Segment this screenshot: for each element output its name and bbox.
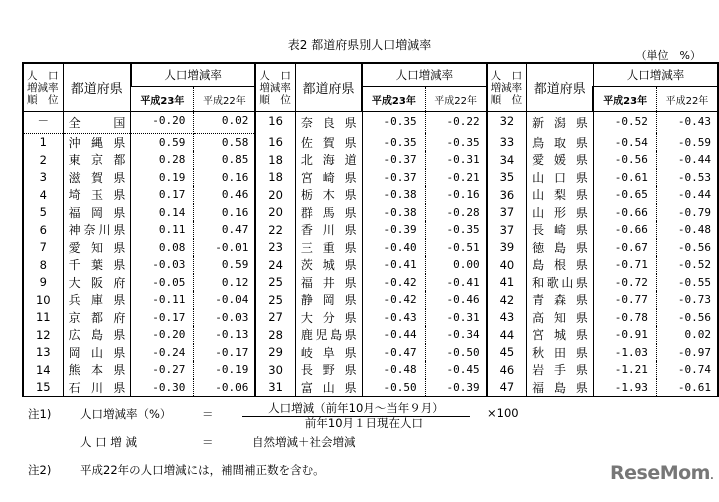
rate-h22-cell: -0.35 xyxy=(446,135,480,149)
resemom-logo: ReseMom. xyxy=(610,462,714,484)
rate-h23-cell: -0.03 xyxy=(131,256,194,274)
note1b-definition: 自然増減＋社会増減 xyxy=(252,435,356,449)
rate-h22-cell: -0.06 xyxy=(194,379,255,397)
prefecture-cell: 熊本県 xyxy=(63,361,131,379)
rate-h23-cell: -0.30 xyxy=(131,379,194,397)
prefecture-cell: 大分県 xyxy=(295,309,362,327)
h22-header: 平成22年 xyxy=(656,87,718,112)
rank-cell: 6 xyxy=(39,222,47,237)
rate-h23-cell: -0.71 xyxy=(593,256,656,274)
rate-h23-cell: -0.52 xyxy=(593,112,656,134)
rate-h23-cell: -0.91 xyxy=(593,326,656,344)
h23-header: 平成23年 xyxy=(131,87,194,112)
rank-cell: 22 xyxy=(255,221,295,239)
rate-h23-cell: 0.59 xyxy=(131,133,194,151)
rate-h22-cell: -0.74 xyxy=(677,363,711,377)
prefecture-cell: 福井県 xyxy=(295,274,362,292)
rate-h22-cell: -0.56 xyxy=(677,240,711,254)
rate-h22-cell: -0.44 xyxy=(677,153,711,167)
table-row xyxy=(23,256,718,274)
prefecture-cell: 滋賀県 xyxy=(63,169,131,187)
rate-h22-cell: -0.61 xyxy=(656,379,718,397)
prefecture-cell: 鳥取県 xyxy=(527,133,594,151)
note2-label: 注2) xyxy=(28,463,52,477)
h22-header: 平成22年 xyxy=(194,87,255,112)
rate-h22-cell: -0.16 xyxy=(446,188,480,202)
rank-cell: 27 xyxy=(255,309,295,327)
rank-cell: 10 xyxy=(35,292,51,307)
rate-h22-cell: -0.17 xyxy=(215,345,249,359)
rank-cell: 25 xyxy=(255,291,295,309)
unit-label: （単位 %） xyxy=(635,49,701,62)
rank-cell: 18 xyxy=(255,151,295,169)
rank-cell: － xyxy=(23,112,63,134)
prefecture-cell: 鹿児島県 xyxy=(295,326,362,344)
prefecture-header: 都道府県 xyxy=(63,63,131,112)
rate-h22-cell: 0.46 xyxy=(221,188,249,202)
rate-h22-cell: 0.85 xyxy=(221,153,249,167)
rate-h23-cell: -0.37 xyxy=(362,151,425,169)
rank-cell: 9 xyxy=(39,275,47,290)
prefecture-cell: 沖縄県 xyxy=(63,133,131,151)
rank-header: 人 口 増減率 順 位 xyxy=(23,63,63,112)
rate-h23-cell: 0.28 xyxy=(131,151,194,169)
rank-cell: 41 xyxy=(487,274,527,292)
rate-h23-cell: -0.35 xyxy=(362,133,425,151)
rate-h23-cell: -0.56 xyxy=(593,151,656,169)
prefecture-cell: 奈良県 xyxy=(295,112,362,134)
rate-h22-cell: -0.46 xyxy=(446,293,480,307)
rate-h22-cell: 0.58 xyxy=(221,135,249,149)
rank-cell: 35 xyxy=(487,169,527,187)
rate-h23-cell: -0.05 xyxy=(131,274,194,292)
rank-cell: 8 xyxy=(39,257,47,272)
rate-h22-cell: -0.35 xyxy=(446,223,480,237)
rate-h22-cell: -0.56 xyxy=(677,310,711,324)
rate-h23-cell: -0.39 xyxy=(362,221,425,239)
rate-h22-cell: -0.51 xyxy=(446,240,480,254)
table-row xyxy=(23,291,718,309)
rate-h22-cell: -0.03 xyxy=(215,310,249,324)
prefecture-cell: 高知県 xyxy=(527,309,594,327)
rate-header: 人口増減率 xyxy=(593,63,718,87)
rank-cell: 12 xyxy=(35,327,51,342)
rate-h23-cell: -0.37 xyxy=(362,169,425,187)
rank-cell: 4 xyxy=(39,187,47,202)
prefecture-cell: 北海道 xyxy=(295,151,362,169)
prefecture-cell: 千葉県 xyxy=(63,256,131,274)
prefecture-cell: 宮城県 xyxy=(527,326,594,344)
rank-cell: 2 xyxy=(39,152,47,167)
rank-cell: 28 xyxy=(255,326,295,344)
rate-h22-cell: -0.48 xyxy=(677,223,711,237)
rate-h22-cell: -0.34 xyxy=(446,328,480,342)
rate-h22-cell: -0.97 xyxy=(677,345,711,359)
rank-cell: 20 xyxy=(255,186,295,204)
table-row xyxy=(23,151,718,169)
rank-cell: 16 xyxy=(255,133,295,151)
rate-h23-cell: -0.43 xyxy=(362,309,425,327)
rate-h22-cell: -0.55 xyxy=(677,275,711,289)
rate-h23-cell: -0.42 xyxy=(362,291,425,309)
prefecture-cell: 山梨県 xyxy=(527,186,594,204)
prefecture-cell: 愛媛県 xyxy=(527,151,594,169)
rate-h23-cell: -0.24 xyxy=(131,344,194,362)
rate-h22-cell: -0.44 xyxy=(677,188,711,202)
table-title: 表2 都道府県別人口増減率 xyxy=(287,38,432,52)
rank-cell: 3 xyxy=(39,170,47,185)
rate-h23-cell: -0.50 xyxy=(362,379,425,397)
equals-sign-2: ＝ xyxy=(202,435,214,449)
prefecture-cell: 石川県 xyxy=(63,379,131,397)
rank-cell: 23 xyxy=(255,239,295,257)
equals-sign: ＝ xyxy=(202,407,214,421)
rank-cell: 20 xyxy=(255,204,295,222)
note1-label: 注1) xyxy=(28,407,52,421)
rate-h23-cell: -0.77 xyxy=(593,291,656,309)
rate-h22-cell: -0.31 xyxy=(446,153,480,167)
rank-cell: 16 xyxy=(255,112,295,134)
table-row xyxy=(23,309,718,327)
prefecture-cell: 岩手県 xyxy=(527,361,594,379)
prefecture-cell: 三重県 xyxy=(295,239,362,257)
rate-h22-cell: -0.59 xyxy=(677,135,711,149)
prefecture-header: 都道府県 xyxy=(527,63,594,112)
prefecture-cell: 香川県 xyxy=(295,221,362,239)
rank-cell: 18 xyxy=(255,169,295,187)
rank-cell: 32 xyxy=(487,112,527,134)
table-row xyxy=(23,186,718,204)
rank-cell: 29 xyxy=(255,344,295,362)
rate-h23-cell: 0.17 xyxy=(131,186,194,204)
rank-cell: 24 xyxy=(255,256,295,274)
rank-cell: 30 xyxy=(255,361,295,379)
rate-h22-cell: 0.59 xyxy=(221,258,249,272)
rank-cell: 25 xyxy=(255,274,295,292)
rate-h23-cell: -0.48 xyxy=(362,361,425,379)
prefecture-cell: 静岡県 xyxy=(295,291,362,309)
rate-h22-cell: -0.19 xyxy=(215,363,249,377)
rate-h23-cell: -0.67 xyxy=(593,239,656,257)
rate-h23-cell: -0.72 xyxy=(593,274,656,292)
population-change-table xyxy=(22,62,719,397)
prefecture-cell: 和歌山県 xyxy=(527,274,594,292)
rank-cell: 13 xyxy=(35,345,51,360)
table-row xyxy=(23,344,718,362)
rate-h22-cell: -0.43 xyxy=(677,114,711,128)
prefecture-cell: 兵庫県 xyxy=(63,291,131,309)
rate-h23-cell: -0.38 xyxy=(362,186,425,204)
rank-cell: 5 xyxy=(39,205,47,220)
rate-h23-cell: -0.20 xyxy=(131,326,194,344)
rank-cell: 11 xyxy=(35,310,51,325)
prefecture-cell: 長崎県 xyxy=(527,221,594,239)
rate-h22-cell: -0.79 xyxy=(677,205,711,219)
table-row xyxy=(23,326,718,344)
rank-cell: 37 xyxy=(487,221,527,239)
rate-h23-cell: -0.17 xyxy=(131,309,194,327)
rate-h22-cell: 0.02 xyxy=(684,328,711,342)
prefecture-cell: 岡山県 xyxy=(63,344,131,362)
rank-cell: 46 xyxy=(487,361,527,379)
rate-h23-cell: -0.20 xyxy=(131,112,194,134)
rate-h23-cell: -0.47 xyxy=(362,344,425,362)
prefecture-cell: 山口県 xyxy=(527,169,594,187)
rank-header: 人 口 増減率 順 位 xyxy=(255,63,295,112)
prefecture-cell: 佐賀県 xyxy=(295,133,362,151)
rate-h22-cell: -0.22 xyxy=(446,114,480,128)
rate-h22-cell: -0.41 xyxy=(446,275,480,289)
rank-cell: 40 xyxy=(487,256,527,274)
rate-h23-cell: -0.38 xyxy=(362,204,425,222)
rate-h23-cell: -0.41 xyxy=(362,256,425,274)
rate-h23-cell: -0.78 xyxy=(593,309,656,327)
h22-header: 平成22年 xyxy=(425,87,486,112)
rate-h22-cell: -0.53 xyxy=(677,170,711,184)
rate-h22-cell: 0.16 xyxy=(221,205,249,219)
rank-cell: 34 xyxy=(487,151,527,169)
prefecture-cell: 徳島県 xyxy=(527,239,594,257)
table-row xyxy=(23,133,718,151)
rank-cell: 36 xyxy=(487,186,527,204)
rate-h23-cell: -0.42 xyxy=(362,274,425,292)
rate-h22-cell: -0.04 xyxy=(215,293,249,307)
prefecture-cell: 島根県 xyxy=(527,256,594,274)
prefecture-cell: 広島県 xyxy=(63,326,131,344)
rate-h22-cell: -0.39 xyxy=(425,379,486,397)
prefecture-cell: 埼玉県 xyxy=(63,186,131,204)
rate-h23-cell: -0.27 xyxy=(131,361,194,379)
rate-h23-cell: -1.93 xyxy=(593,379,656,397)
rank-cell: 31 xyxy=(255,379,295,397)
prefecture-cell: 長野県 xyxy=(295,361,362,379)
rate-header: 人口増減率 xyxy=(362,63,486,87)
rate-h23-cell: -1.21 xyxy=(593,361,656,379)
prefecture-cell: 全 国 xyxy=(63,112,131,134)
prefecture-cell: 宮崎県 xyxy=(295,169,362,187)
rate-h22-cell: -0.73 xyxy=(677,293,711,307)
formula-numerator: 人口増減（前年10月～当年９月） xyxy=(242,400,470,417)
prefecture-cell: 神奈川県 xyxy=(63,221,131,239)
rate-h23-cell: -1.03 xyxy=(593,344,656,362)
h23-header: 平成23年 xyxy=(593,87,656,112)
rank-cell: 44 xyxy=(487,326,527,344)
rate-h23-cell: -0.44 xyxy=(362,326,425,344)
rate-h22-cell: -0.31 xyxy=(446,310,480,324)
table-row xyxy=(23,204,718,222)
prefecture-cell: 青森県 xyxy=(527,291,594,309)
prefecture-cell: 秋田県 xyxy=(527,344,594,362)
table-row xyxy=(23,274,718,292)
rank-cell: 45 xyxy=(487,344,527,362)
prefecture-cell: 茨城県 xyxy=(295,256,362,274)
prefecture-cell: 福島県 xyxy=(527,379,594,397)
note1-term: 人口増減率（%） xyxy=(80,407,172,421)
rate-header: 人口増減率 xyxy=(131,63,255,87)
rate-h23-cell: -0.11 xyxy=(131,291,194,309)
formula-denominator: 前年10月１日現在人口 xyxy=(304,416,424,430)
rate-h23-cell: -0.35 xyxy=(362,112,425,134)
rate-h22-cell: -0.45 xyxy=(446,363,480,377)
rank-cell: 37 xyxy=(487,204,527,222)
prefecture-cell: 群馬県 xyxy=(295,204,362,222)
prefecture-cell: 大阪府 xyxy=(63,274,131,292)
rate-h22-cell: 0.00 xyxy=(453,258,480,272)
rate-h22-cell: 0.12 xyxy=(221,275,249,289)
table-row xyxy=(23,169,718,187)
rank-cell: 42 xyxy=(487,291,527,309)
prefecture-cell: 山形県 xyxy=(527,204,594,222)
rate-h22-cell: -0.21 xyxy=(446,170,480,184)
rate-h23-cell: 0.08 xyxy=(131,239,194,257)
rate-h22-cell: -0.50 xyxy=(446,345,480,359)
rank-cell: 15 xyxy=(23,379,63,397)
note1b-term: 人 口 増 減 xyxy=(80,435,137,449)
rate-h23-cell: -0.66 xyxy=(593,221,656,239)
prefecture-cell: 福岡県 xyxy=(63,204,131,222)
rank-cell: 1 xyxy=(39,135,47,150)
rank-cell: 43 xyxy=(487,309,527,327)
table-row xyxy=(23,221,718,239)
rate-h23-cell: 0.11 xyxy=(131,221,194,239)
prefecture-cell: 愛知県 xyxy=(63,239,131,257)
table-row xyxy=(23,379,718,397)
rank-cell: 39 xyxy=(487,239,527,257)
rate-h23-cell: -0.54 xyxy=(593,133,656,151)
note2-text: 平成22年の人口増減には，補間補正数を含む。 xyxy=(80,463,325,477)
h23-header: 平成23年 xyxy=(362,87,425,112)
prefecture-cell: 新潟県 xyxy=(527,112,594,134)
rate-h23-cell: -0.40 xyxy=(362,239,425,257)
rate-h22-cell: 0.16 xyxy=(221,170,249,184)
prefecture-header: 都道府県 xyxy=(295,63,362,112)
prefecture-cell: 富山県 xyxy=(295,379,362,397)
rank-header: 人 口 増減率 順 位 xyxy=(487,63,527,112)
rate-h22-cell: -0.52 xyxy=(677,258,711,272)
rate-h23-cell: 0.14 xyxy=(131,204,194,222)
table-row xyxy=(23,112,718,134)
rank-cell: 7 xyxy=(39,240,47,255)
rate-h22-cell: -0.28 xyxy=(446,205,480,219)
rate-h22-cell: 0.47 xyxy=(221,223,249,237)
rank-cell: 33 xyxy=(487,133,527,151)
rate-h23-cell: -0.66 xyxy=(593,204,656,222)
rank-cell: 47 xyxy=(487,379,527,397)
rate-h23-cell: -0.65 xyxy=(593,186,656,204)
prefecture-cell: 岐阜県 xyxy=(295,344,362,362)
rate-h22-cell: -0.01 xyxy=(215,240,249,254)
formula-multiplier: ×100 xyxy=(487,406,519,420)
rate-h22-cell: 0.02 xyxy=(194,112,255,134)
table-row xyxy=(23,239,718,257)
prefecture-cell: 京都府 xyxy=(63,309,131,327)
prefecture-cell: 栃木県 xyxy=(295,186,362,204)
prefecture-cell: 東京都 xyxy=(63,151,131,169)
rate-h23-cell: 0.19 xyxy=(131,169,194,187)
rank-cell: 14 xyxy=(35,362,51,377)
table-row xyxy=(23,361,718,379)
rate-h23-cell: -0.61 xyxy=(593,169,656,187)
rate-h22-cell: -0.13 xyxy=(215,328,249,342)
